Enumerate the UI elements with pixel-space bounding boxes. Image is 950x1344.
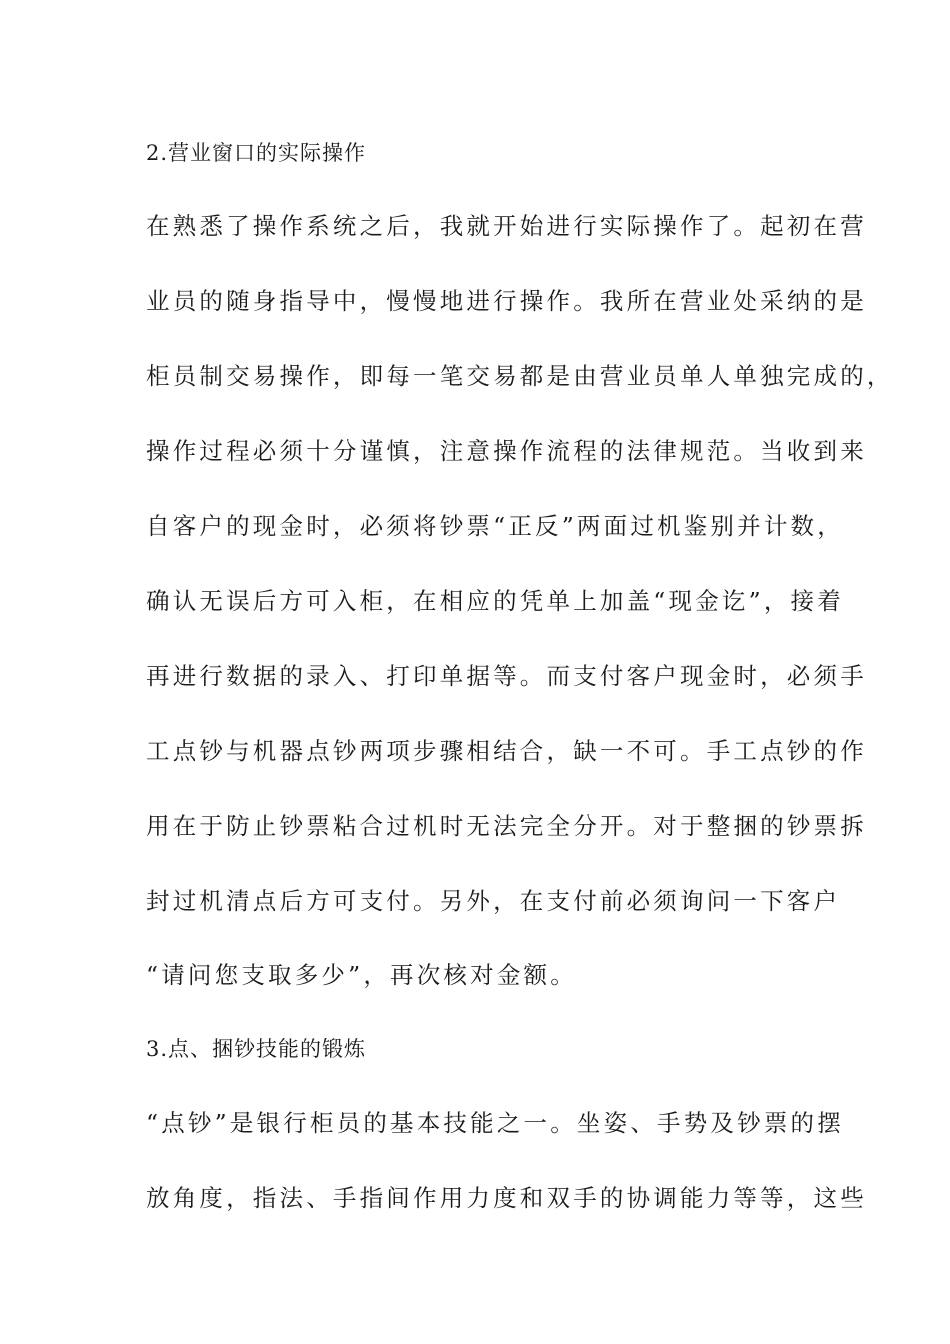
paragraph-line: 放角度，指法、手指间作用力度和双手的协调能力等等，这些 [146, 1184, 867, 1212]
paragraph-line: 自客户的现金时，必须将钞票“正反”两面过机鉴别并计数， [146, 512, 844, 540]
paragraph-line: 柜员制交易操作，即每一笔交易都是由营业员单人单独完成的， [146, 362, 894, 390]
paragraph-line: 操作过程必须十分谨慎，注意操作流程的法律规范。当收到来 [146, 437, 867, 465]
section-heading: 2.营业窗口的实际操作 [146, 141, 367, 165]
section-heading: 3.点、捆钞技能的锻炼 [146, 1037, 367, 1061]
paragraph-line: 确认无误后方可入柜，在相应的凭单上加盖“现金讫”，接着 [146, 587, 844, 615]
paragraph-line: 用在于防止钞票粘合过机时无法完全分开。对于整捆的钞票拆 [146, 812, 867, 840]
paragraph-line: 再进行数据的录入、打印单据等。而支付客户现金时，必须手 [146, 662, 867, 690]
paragraph-line: 业员的随身指导中，慢慢地进行操作。我所在营业处采纳的是 [146, 287, 867, 315]
paragraph-line: “点钞”是银行柜员的基本技能之一。坐姿、手势及钞票的摆 [146, 1109, 844, 1137]
paragraph-line: 在熟悉了操作系统之后，我就开始进行实际操作了。起初在营 [146, 212, 867, 240]
paragraph-line: 工点钞与机器点钞两项步骤相结合，缺一不可。手工点钞的作 [146, 737, 867, 765]
paragraph-line: 封过机清点后方可支付。另外，在支付前必须询问一下客户 [146, 887, 841, 915]
paragraph-line: “请问您支取多少”，再次核对金额。 [146, 961, 577, 989]
